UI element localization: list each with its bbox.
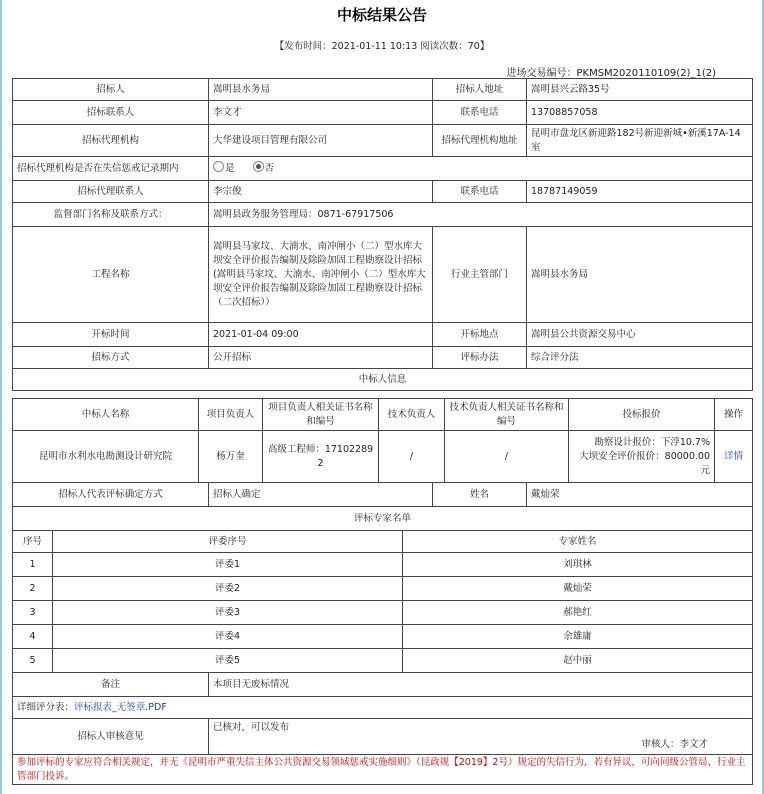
publish-info: 【发布时间：2021-01-11 10:13 阅读次数：70】 — [274, 41, 490, 52]
phone-label: 联系电话 — [433, 101, 527, 125]
page-title: 中标结果公告 — [336, 6, 427, 24]
experts-header-name: 专家姓名 — [403, 531, 753, 553]
winner-name: 昆明市水利水电勘测设计研究院 — [13, 431, 199, 483]
expert-name: 戴灿荣 — [403, 577, 753, 601]
tender-info-table — [12, 78, 753, 391]
winner-header-manager-cert: 项目负责人相关证书名称和编号 — [263, 399, 379, 431]
detail-pdf-link[interactable]: 评标报表_无签章.PDF — [74, 701, 167, 713]
tender-contact-label: 招标联系人 — [13, 101, 209, 125]
supervisor-value: 嵩明县政务服务管理局：0871-67917506 — [209, 203, 753, 227]
review-value: 已核对，可以发布 — [213, 722, 290, 733]
open-place-value: 嵩明县公共资源交易中心 — [527, 323, 753, 347]
experts-section-title: 评标专家名单 — [13, 507, 753, 531]
expert-no: 2 — [13, 577, 53, 601]
agency-phone-label: 联系电话 — [433, 181, 527, 203]
agency-contact-value: 李宗俊 — [209, 181, 433, 203]
expert-name: 赵中丽 — [403, 649, 753, 673]
winner-manager-cert: 高级工程师：171022892 — [263, 431, 379, 483]
table-row — [13, 601, 753, 625]
detail-score-row — [13, 697, 753, 719]
winner-quote — [569, 431, 715, 483]
tenderer-address-label: 招标人地址 — [433, 79, 527, 101]
expert-seat: 评委4 — [53, 625, 403, 649]
winner-table — [12, 398, 753, 483]
experts-header-seat: 评委序号 — [53, 531, 403, 553]
tenderer-address-value: 嵩明县兴云路35号 — [527, 79, 753, 101]
dept-value: 嵩明县水务局 — [527, 227, 753, 323]
page-left-border — [0, 0, 2, 794]
reviewer: 审核人：李文才 — [641, 739, 708, 750]
open-place-label: 开标地点 — [433, 323, 527, 347]
tender-phone-value: 13708857058 — [527, 101, 753, 125]
transaction-number: 进场交易编号：PKMSM2020110109(2)_1(2) — [506, 68, 716, 79]
review-label: 招标人审核意见 — [13, 719, 209, 755]
agency-label: 招标代理机构 — [13, 125, 209, 157]
agency-address-value: 昆明市盘龙区新迎路182号新迎新城•新溪17A-14室 — [527, 125, 753, 157]
footer-table — [12, 672, 753, 785]
expert-name: 郝艳红 — [403, 601, 753, 625]
table-row — [13, 649, 753, 673]
table-row — [13, 577, 753, 601]
expert-seat: 评委5 — [53, 649, 403, 673]
remark-value: 本项目无废标情况 — [209, 673, 753, 697]
expert-seat: 评委2 — [53, 577, 403, 601]
winner-header-tech: 技术负责人 — [379, 399, 445, 431]
winner-header-tech-cert: 技术负责人相关证书名称和编号 — [445, 399, 569, 431]
radio-yes-label: 是 — [225, 163, 235, 174]
winner-quote-line2: 大坝安全评价报价：80000.00元 — [579, 450, 710, 476]
dishonest-label: 招标代理机构是否在失信惩戒记录期内 — [13, 157, 209, 181]
winner-header-action: 操作 — [715, 399, 753, 431]
expert-name: 刘琪林 — [403, 553, 753, 577]
method-label: 招标方式 — [13, 347, 209, 369]
experts-table — [12, 530, 753, 673]
open-time-value: 2021-01-04 09:00 — [209, 323, 433, 347]
expert-no: 5 — [13, 649, 53, 673]
expert-no: 4 — [13, 625, 53, 649]
winner-quote-line1: 勘察设计报价：下浮10.7% — [594, 436, 710, 448]
expert-seat: 评委1 — [53, 553, 403, 577]
radio-no-label: 否 — [264, 163, 275, 174]
rep-name-value: 戴灿荣 — [527, 483, 753, 507]
expert-no: 1 — [13, 553, 53, 577]
project-name-value: 嵩明县马家坟、大湳水、南冲闸小（二）型水库大坝安全评价报告编制及除险加固工程勘察设计招标(嵩明县马家坟、大湳水、南冲闸小（二）型水库大坝安全评价报告编制及除险加固工程勘察设计招标（二次招标）） — [209, 227, 433, 323]
tenderer-value: 嵩明县水务局 — [209, 79, 433, 101]
confirm-table — [12, 482, 753, 531]
confirm-label: 招标人代表评标确定方式 — [13, 483, 209, 507]
eval-value: 综合评分法 — [527, 347, 753, 369]
expert-seat: 评委3 — [53, 601, 403, 625]
expert-no: 3 — [13, 601, 53, 625]
method-value: 公开招标 — [209, 347, 433, 369]
tenderer-label: 招标人 — [13, 79, 209, 101]
winner-detail-link[interactable]: 详情 — [715, 431, 753, 483]
experts-header-no: 序号 — [13, 531, 53, 553]
agency-address-label: 招标代理机构地址 — [433, 125, 527, 157]
tender-contact-value: 李文才 — [209, 101, 433, 125]
agency-phone-value: 18787149059 — [527, 181, 753, 203]
remark-label: 备注 — [13, 673, 209, 697]
confirm-value: 招标人确定 — [209, 483, 433, 507]
detail-prefix: 详细评分表： — [17, 701, 75, 713]
project-name-label: 工程名称 — [13, 227, 209, 323]
expert-name: 余雄庸 — [403, 625, 753, 649]
winner-header-name: 中标人名称 — [13, 399, 199, 431]
table-row — [13, 553, 753, 577]
review-cell — [209, 719, 753, 755]
agency-contact-label: 招标代理联系人 — [13, 181, 209, 203]
supervisor-label: 监督部门名称及联系方式： — [13, 203, 209, 227]
winner-header-manager: 项目负责人 — [199, 399, 263, 431]
open-time-label: 开标时间 — [13, 323, 209, 347]
winner-tech: / — [379, 431, 445, 483]
compliance-notice: 参加评标的专家应符合相关规定，并无《昆明市严重失信主体公共资源交易领域惩戒实施细则》（昆政规【2019】2号）规定的失信行为，若有异议，可向同级公管局、行业主管部门投诉。 — [13, 755, 753, 785]
radio-no[interactable] — [253, 161, 264, 172]
eval-label: 评标办法 — [433, 347, 527, 369]
rep-name-label: 姓名 — [433, 483, 527, 507]
agency-value: 大华建设项目管理有限公司 — [209, 125, 433, 157]
radio-yes[interactable] — [213, 161, 224, 172]
winner-manager: 杨万奎 — [199, 431, 263, 483]
winner-tech-cert: / — [445, 431, 569, 483]
winner-section-title: 中标人信息 — [13, 369, 753, 391]
dept-label: 行业主管部门 — [433, 227, 527, 323]
dishonest-options — [209, 157, 753, 181]
winner-header-quote: 投标报价 — [569, 399, 715, 431]
table-row — [13, 625, 753, 649]
